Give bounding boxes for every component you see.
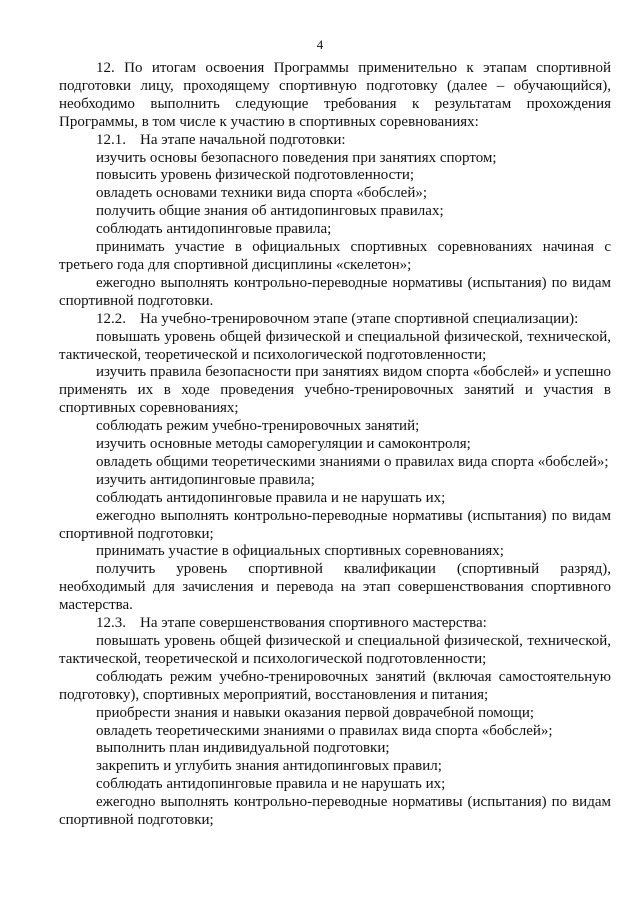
page-number: 4	[316, 37, 324, 52]
list-item: ежегодно выполнять контрольно-переводные нормативы (испытания) по видам спортивной подготовки;	[59, 794, 611, 829]
section-12-2-heading	[59, 311, 611, 329]
document-body	[59, 60, 611, 830]
list-item: получить уровень спортивной квалификации (спортивный разряд), необходимый для зачисления и перевода на этап совершенствования спортивного мастерства.	[59, 561, 611, 614]
list-item: соблюдать антидопинговые правила и не нарушать их;	[96, 776, 446, 793]
list-item: изучить основы безопасного поведения при занятиях спортом;	[96, 149, 497, 166]
list-item: выполнить план индивидуальной подготовки;	[96, 740, 390, 757]
section-number: 12.1.	[96, 131, 126, 148]
list-item: овладеть общими теоретическими знаниями о правилах вида спорта «бобслей»;	[96, 453, 609, 470]
list-item: соблюдать антидопинговые правила;	[96, 221, 332, 238]
list-item: принимать участие в официальных спортивных соревнованиях начиная с третьего года для спортивной дисциплины «скелетон»;	[59, 239, 611, 273]
list-item: закрепить и углубить знания антидопинговых правил;	[96, 758, 442, 775]
section-title: На этапе начальной подготовки:	[140, 131, 346, 148]
list-item: ежегодно выполнять контрольно-переводные нормативы (испытания) по видам спортивной подготовки.	[59, 274, 611, 309]
intro-paragraph: 12. По итогам освоения Программы применительно к этапам спортивной подготовки лицу, проходящему спортивную подготовку (далее – обучающийся), необходимо выполнить следующие требования к результатам прохождения Программы, в том числе к участию в спортивных соревнованиях:	[59, 60, 611, 130]
list-item: приобрести знания и навыки оказания первой доврачебной помощи;	[96, 704, 535, 721]
list-item: овладеть основами техники вида спорта «бобслей»;	[96, 185, 428, 202]
section-number: 12.3.	[96, 615, 126, 632]
section-title: На учебно-тренировочном этапе (этапе спортивной специализации):	[140, 310, 579, 327]
list-item: повышать уровень общей физической и специальной физической, технической, тактической, теоретической и психологической подготовленности;	[59, 633, 611, 667]
list-item: изучить правила безопасности при занятиях видом спорта «бобслей» и успешно применять их в ходе проведения учебно-тренировочных занятий и участия в спортивных соревнованиях;	[59, 364, 611, 417]
list-item: изучить антидопинговые правила;	[96, 471, 315, 488]
list-item: повышать уровень общей физической и специальной физической, технической, тактической, теоретической и психологической подготовленности;	[59, 328, 611, 363]
list-item: соблюдать режим учебно-тренировочных занятий (включая самостоятельную подготовку), спортивных мероприятий, восстановления и питания;	[59, 668, 611, 703]
section-12-3-heading	[59, 615, 611, 633]
list-item: овладеть теоретическими знаниями о правилах вида спорта «бобслей»;	[96, 722, 553, 739]
list-item: повысить уровень физической подготовленности;	[96, 167, 415, 184]
list-item: соблюдать антидопинговые правила и не нарушать их;	[96, 489, 446, 506]
section-number: 12.2.	[96, 310, 126, 327]
section-title: На этапе совершенствования спортивного мастерства:	[140, 615, 487, 632]
list-item: изучить основные методы саморегуляции и самоконтроля;	[96, 436, 471, 453]
list-item: получить общие знания об антидопинговых правилах;	[96, 203, 444, 220]
list-item: принимать участие в официальных спортивных соревнованиях;	[96, 543, 504, 560]
section-12-1-heading	[59, 132, 611, 150]
list-item: соблюдать режим учебно-тренировочных занятий;	[96, 418, 420, 435]
list-item: ежегодно выполнять контрольно-переводные нормативы (испытания) по видам спортивной подготовки;	[59, 507, 611, 542]
